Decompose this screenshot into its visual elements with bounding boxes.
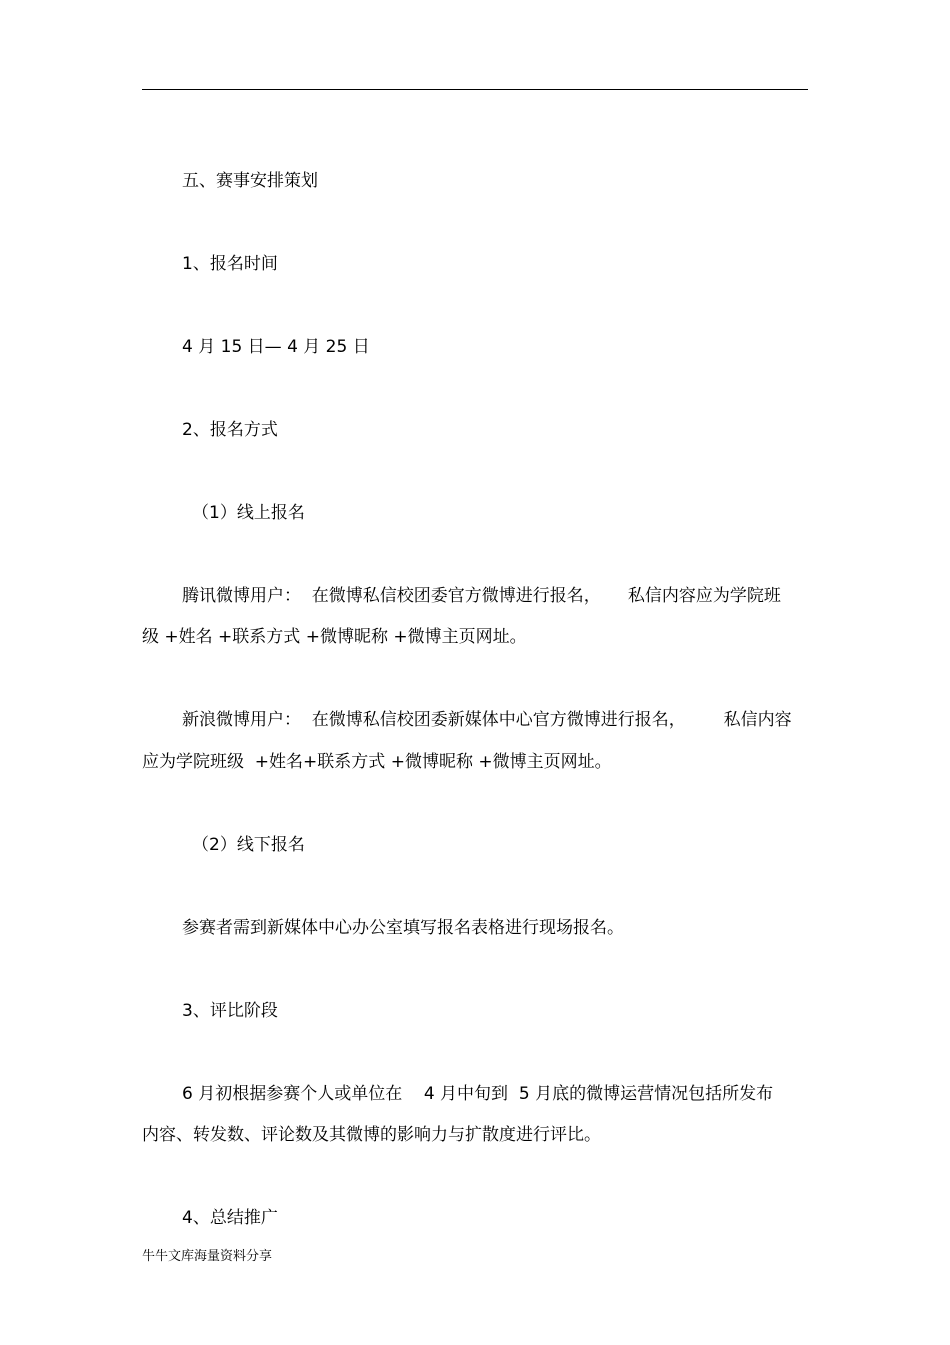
section-heading: 五、赛事安排策划 — [182, 171, 318, 191]
offline-registration-text: 参赛者需到新媒体中心办公室填写报名表格进行现场报名。 — [182, 918, 624, 938]
item-3-title: 3、评比阶段 — [182, 1001, 278, 1021]
tencent-paragraph-line-1: 腾讯微博用户： 在微博私信校团委官方微博进行报名， 私信内容应为学院班 — [182, 586, 781, 606]
item-4-title: 4、总结推广 — [182, 1208, 278, 1228]
online-registration-title: （1）线上报名 — [192, 503, 305, 523]
footer-text: 牛牛文库海量资料分享 — [142, 1249, 273, 1264]
sina-paragraph-line-1: 新浪微博用户： 在微博私信校团委新媒体中心官方微博进行报名， 私信内容 — [182, 710, 792, 730]
evaluation-paragraph-line-1: 6 月初根据参赛个人或单位在 4 月中旬到 5 月底的微博运营情况包括所发布 — [182, 1084, 774, 1104]
sina-paragraph-line-2: 应为学院班级 +姓名+联系方式 +微博昵称 +微博主页网址。 — [142, 752, 612, 772]
offline-registration-title: （2）线下报名 — [192, 835, 305, 855]
evaluation-paragraph-line-2: 内容、转发数、评论数及其微博的影响力与扩散度进行评比。 — [142, 1125, 601, 1145]
tencent-paragraph-line-2: 级 +姓名 +联系方式 +微博昵称 +微博主页网址。 — [142, 627, 527, 647]
item-2-title: 2、报名方式 — [182, 420, 278, 440]
item-1-title: 1、报名时间 — [182, 254, 278, 274]
registration-dates: 4 月 15 日— 4 月 25 日 — [182, 337, 370, 357]
header-rule — [142, 89, 808, 90]
